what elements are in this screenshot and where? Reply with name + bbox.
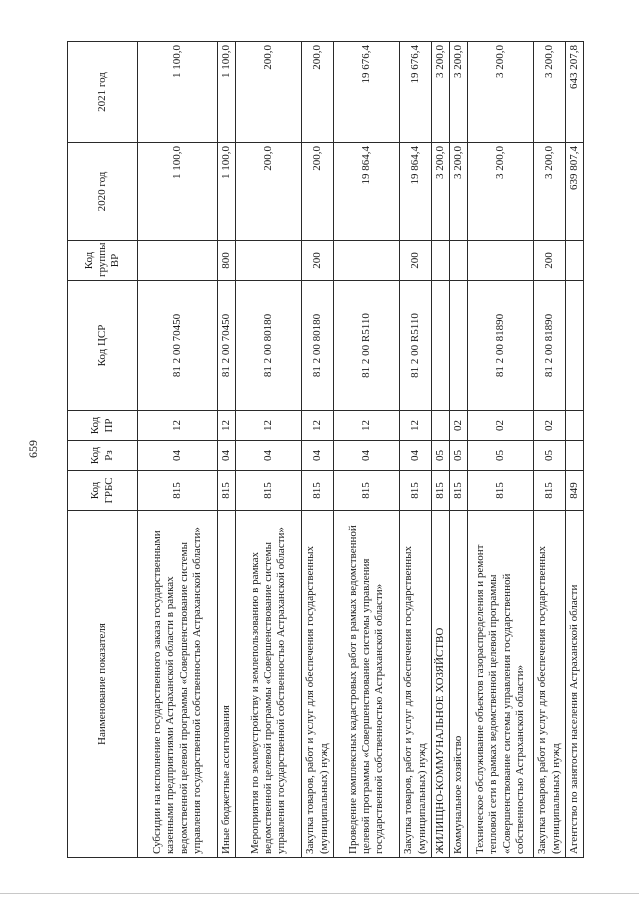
header-name: Наименование показателя (68, 511, 138, 858)
row-rz: 04 (236, 441, 302, 471)
row-csr: 81 2 00 80180 (236, 281, 302, 411)
table-row (400, 42, 432, 858)
row-vr: 200 (302, 241, 334, 281)
row-rz: 05 (450, 441, 468, 471)
row-pr: 02 (450, 411, 468, 441)
row-rz: 04 (138, 441, 218, 471)
row-pr (432, 411, 450, 441)
row-rz: 04 (218, 441, 236, 471)
row-pr: 12 (334, 411, 400, 441)
row-csr: 81 2 00 70450 (138, 281, 218, 411)
row-vr: 800 (218, 241, 236, 281)
header-csr: Код ЦСР (68, 281, 138, 411)
row-rz: 05 (468, 441, 534, 471)
row-vr (236, 241, 302, 281)
row-grbs: 815 (138, 471, 218, 511)
row-grbs: 815 (334, 471, 400, 511)
table-row (138, 42, 218, 858)
document-page (67, 42, 580, 858)
row-name: Субсидии на исполнение государственного заказа государственными казенными предприятиями Астраханской области в рамках ведомственной целевой программы «Совершенствование системы управления государственной собственностью Астраханской области» (138, 511, 218, 858)
row-rz: 05 (432, 441, 450, 471)
row-name: Закупка товаров, работ и услуг для обеспечения государственных (муниципальных) нужд (534, 511, 566, 858)
row-2020: 639 807,4 (566, 143, 584, 241)
budget-table (67, 41, 584, 858)
row-grbs: 815 (468, 471, 534, 511)
row-vr (432, 241, 450, 281)
row-name: Техническое обслуживание объектов газораспределения и ремонт тепловой сети в рамках ведомственной целевой программы «Совершенствование системы управления государственной собственностью Астраханской области» (468, 511, 534, 858)
row-name: Мероприятия по землеустройству и землепользованию в рамках ведомственной целевой программы «Совершенствование системы управления государственной собственностью Астраханской области» (236, 511, 302, 858)
row-2020: 19 864,4 (334, 143, 400, 241)
row-2021: 1 100,0 (218, 42, 236, 143)
row-rz: 04 (302, 441, 334, 471)
header-2021: 2021 год (68, 42, 138, 143)
row-vr (450, 241, 468, 281)
row-pr: 02 (468, 411, 534, 441)
row-2020: 200,0 (236, 143, 302, 241)
row-pr: 12 (302, 411, 334, 441)
row-2020: 1 100,0 (218, 143, 236, 241)
row-2021: 19 676,4 (334, 42, 400, 143)
row-grbs: 815 (400, 471, 432, 511)
row-pr (566, 411, 584, 441)
row-grbs: 815 (432, 471, 450, 511)
row-rz (566, 441, 584, 471)
row-csr: 81 2 00 81890 (468, 281, 534, 411)
row-vr (334, 241, 400, 281)
row-csr: 81 2 00 80180 (302, 281, 334, 411)
header-pr: Код ПР (68, 411, 138, 441)
table-row (566, 42, 584, 858)
row-vr (566, 241, 584, 281)
row-pr: 12 (236, 411, 302, 441)
row-rz: 04 (400, 441, 432, 471)
row-grbs: 849 (566, 471, 584, 511)
page-number: 659 (26, 440, 40, 458)
row-2020: 19 864,4 (400, 143, 432, 241)
row-grbs: 815 (236, 471, 302, 511)
row-vr (468, 241, 534, 281)
row-2021: 200,0 (302, 42, 334, 143)
row-pr: 12 (400, 411, 432, 441)
row-2021: 3 200,0 (450, 42, 468, 143)
row-rz: 05 (534, 441, 566, 471)
row-2020: 1 100,0 (138, 143, 218, 241)
row-2021: 643 207,8 (566, 42, 584, 143)
row-2020: 3 200,0 (468, 143, 534, 241)
row-2020: 3 200,0 (450, 143, 468, 241)
row-grbs: 815 (302, 471, 334, 511)
row-2021: 3 200,0 (534, 42, 566, 143)
row-2020: 3 200,0 (534, 143, 566, 241)
row-csr (432, 281, 450, 411)
row-csr: 81 2 00 R5110 (334, 281, 400, 411)
row-csr (566, 281, 584, 411)
header-rz: Код Рз (68, 441, 138, 471)
row-name: Иные бюджетные ассигнования (218, 511, 236, 858)
table-row (302, 42, 334, 858)
row-rz: 04 (334, 441, 400, 471)
row-pr: 12 (138, 411, 218, 441)
row-2020: 3 200,0 (432, 143, 450, 241)
row-name: Закупка товаров, работ и услуг для обеспечения государственных (муниципальных) нужд (400, 511, 432, 858)
row-csr: 81 2 00 81890 (534, 281, 566, 411)
header-vr: Код группы ВР (68, 241, 138, 281)
header-2020: 2020 год (68, 143, 138, 241)
table-row (468, 42, 534, 858)
table-header-row (68, 42, 138, 858)
row-name: ЖИЛИЩНО-КОММУНАЛЬНОЕ ХОЗЯЙСТВО (432, 511, 450, 858)
row-2021: 1 100,0 (138, 42, 218, 143)
table-row (432, 42, 450, 858)
row-name: Коммунальное хозяйство (450, 511, 468, 858)
table-row (236, 42, 302, 858)
table-row (450, 42, 468, 858)
row-2021: 19 676,4 (400, 42, 432, 143)
row-grbs: 815 (534, 471, 566, 511)
row-vr: 200 (534, 241, 566, 281)
row-2021: 3 200,0 (432, 42, 450, 143)
table-row (218, 42, 236, 858)
row-csr (450, 281, 468, 411)
row-2021: 3 200,0 (468, 42, 534, 143)
row-vr (138, 241, 218, 281)
row-grbs: 815 (450, 471, 468, 511)
row-pr: 12 (218, 411, 236, 441)
row-name: Закупка товаров, работ и услуг для обеспечения государственных (муниципальных) нужд (302, 511, 334, 858)
row-csr: 81 2 00 R5110 (400, 281, 432, 411)
table-row (334, 42, 400, 858)
row-pr: 02 (534, 411, 566, 441)
page-bottom-rule (0, 893, 639, 894)
table-row (534, 42, 566, 858)
row-2020: 200,0 (302, 143, 334, 241)
row-csr: 81 2 00 70450 (218, 281, 236, 411)
row-name: Агентство по занятости населения Астраханской области (566, 511, 584, 858)
row-vr: 200 (400, 241, 432, 281)
row-2021: 200,0 (236, 42, 302, 143)
row-grbs: 815 (218, 471, 236, 511)
row-name: Проведение комплексных кадастровых работ в рамках ведомственной целевой программы «Совершенствование системы управления государственной собственностью Астраханской области» (334, 511, 400, 858)
header-grbs: Код ГРБС (68, 471, 138, 511)
